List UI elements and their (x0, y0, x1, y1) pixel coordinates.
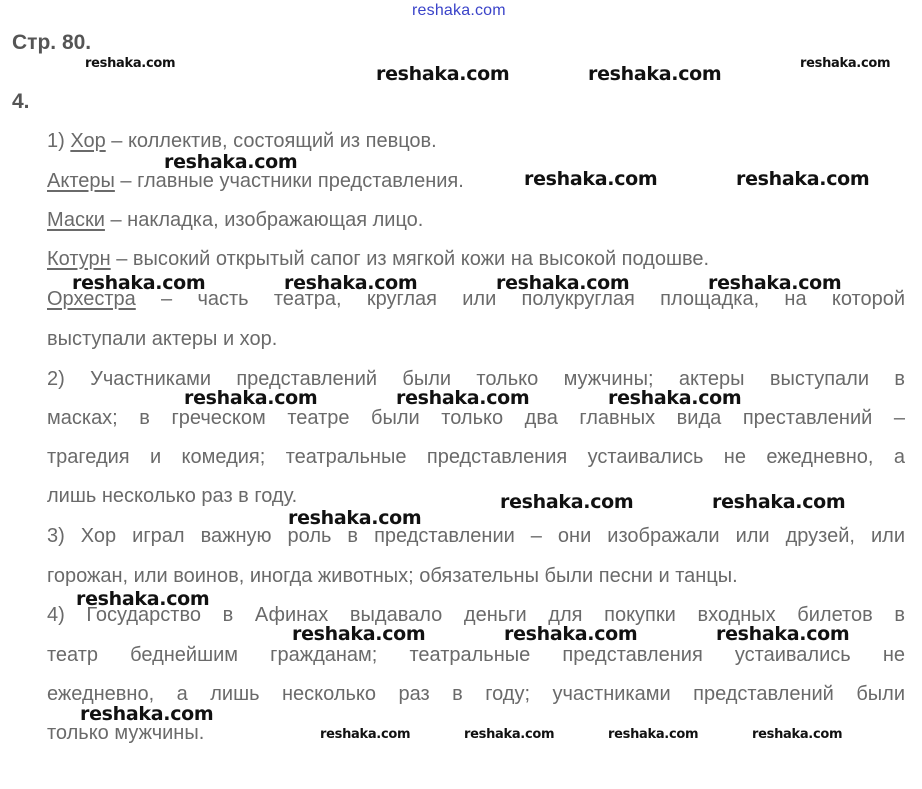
item-prefix: 1) (47, 130, 71, 152)
definition-line-4 (47, 247, 709, 271)
watermark: reshaka.com (500, 491, 634, 513)
text-line: только мужчины. (47, 722, 205, 744)
watermark: reshaka.com (76, 588, 210, 610)
task-number: 4. (12, 90, 30, 113)
watermark: reshaka.com (496, 272, 630, 294)
watermark: reshaka.com (164, 151, 298, 173)
definition-text: – накладка, изображающая лицо. (104, 209, 424, 231)
watermark: reshaka.com (184, 387, 318, 409)
definition-text: – главные участники представления. (114, 170, 464, 192)
watermark: reshaka.com (284, 272, 418, 294)
text-line: ежедневно, а лишь несколько раз в году; участниками представлений были (47, 683, 905, 705)
term-khor: Хор (70, 130, 106, 152)
watermark: reshaka.com (800, 56, 891, 71)
definition-line-1 (47, 129, 437, 153)
term-aktery: Актеры (47, 170, 115, 192)
watermark: reshaka.com (320, 727, 411, 742)
definition-text: – коллектив, состоящий из певцов. (105, 130, 437, 152)
text-line: театр беднейшим гражданам; театральные представления устаивались не (47, 644, 905, 666)
definition-text: – часть театра, круглая или полукруглая площадка, на которой (135, 288, 905, 310)
text-line: 4) Государство в Афинах выдавало деньги для покупки входных билетов в (47, 604, 905, 626)
term-koturn: Котурн (47, 248, 111, 270)
watermark: reshaka.com (85, 56, 176, 71)
watermark: reshaka.com (504, 623, 638, 645)
text-line: горожан, или воинов, иногда животных; обязательны были песни и танцы. (47, 565, 738, 587)
text-line: масках; в греческом театре были только два главных вида преставлений – (47, 407, 905, 429)
text-line: 3) Хор играл важную роль в представлении – они изображали или друзей, или (47, 525, 905, 547)
text-line: трагедия и комедия; театральные представления устаивались не ежедневно, а (47, 446, 905, 468)
watermark: reshaka.com (72, 272, 206, 294)
text-line: выступали актеры и хор. (47, 328, 278, 350)
watermark: reshaka.com (712, 491, 846, 513)
watermark: reshaka.com (588, 63, 722, 85)
text-line: лишь несколько раз в году. (47, 485, 298, 507)
watermark: reshaka.com (376, 63, 510, 85)
watermark: reshaka.com (292, 623, 426, 645)
watermark: reshaka.com (608, 387, 742, 409)
definition-text: – высокий открытый сапог из мягкой кожи на высокой подошве. (110, 248, 710, 270)
watermark: reshaka.com (464, 727, 555, 742)
watermark: reshaka.com (736, 168, 870, 190)
site-logo[interactable]: reshaka.com (412, 2, 506, 19)
watermark: reshaka.com (396, 387, 530, 409)
watermark: reshaka.com (288, 507, 422, 529)
definition-line-3 (47, 208, 423, 232)
watermark: reshaka.com (716, 623, 850, 645)
watermark: reshaka.com (524, 168, 658, 190)
text-line: 2) Участниками представлений были только мужчины; актеры выступали в (47, 368, 905, 390)
watermark: reshaka.com (80, 703, 214, 725)
page-reference: Стр. 80. (12, 31, 92, 54)
term-maski: Маски (47, 209, 105, 231)
watermark: reshaka.com (608, 727, 699, 742)
term-orkhestra: Орхестра (47, 288, 136, 310)
watermark: reshaka.com (708, 272, 842, 294)
watermark: reshaka.com (752, 727, 843, 742)
